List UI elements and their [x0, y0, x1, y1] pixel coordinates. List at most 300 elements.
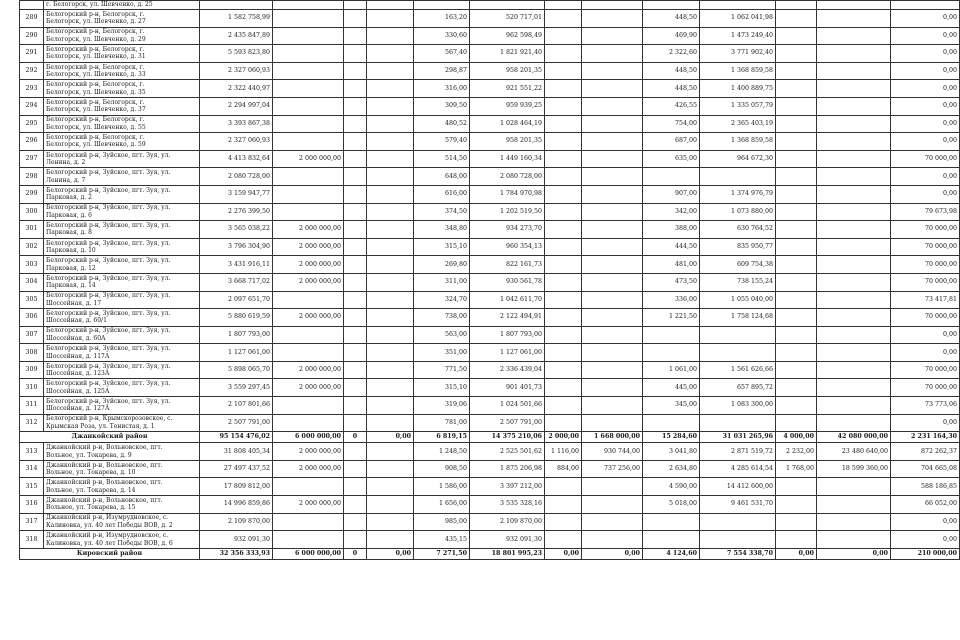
- subtotal-cell-c13: 42 080 000,00: [817, 432, 891, 443]
- address-line: Шоссейная, д. 60А: [46, 334, 106, 342]
- value-cell-c10: 2 634,80: [643, 460, 700, 478]
- value-cell-c13: [817, 221, 891, 239]
- value-cell-c13: [817, 397, 891, 415]
- subtotal-cell-total: 32 356 333,93: [200, 548, 273, 559]
- address-cell: [44, 203, 200, 221]
- value-cell-c11: 1 374 976,79: [700, 185, 776, 203]
- value-cell-c4: [344, 203, 367, 221]
- value-cell-c6: 330,60: [414, 27, 470, 45]
- address-line: Белогорский р-н, Зуйское, пгт. Зуя, ул.: [46, 151, 171, 159]
- value-cell-c14: 0,00: [891, 414, 960, 432]
- value-cell-c5: [367, 531, 414, 549]
- value-cell-c3: [273, 27, 344, 45]
- row-number: 309: [20, 361, 44, 379]
- value-cell-c9: [582, 97, 643, 115]
- row-number: 305: [20, 291, 44, 309]
- value-cell-c14: 70 000,00: [891, 238, 960, 256]
- row-number: 294: [20, 97, 44, 115]
- address-line: Вольное, ул. Токарева, д. 15: [46, 504, 136, 512]
- subtotal-cell-c5: 0,00: [367, 432, 414, 443]
- value-cell-c14: 0,00: [891, 513, 960, 531]
- value-cell-c5: [367, 443, 414, 461]
- value-cell-c14: 0,00: [891, 344, 960, 362]
- value-cell-c5: [367, 168, 414, 186]
- value-cell-c4: [344, 344, 367, 362]
- value-cell-c6: 579,40: [414, 133, 470, 151]
- value-cell-c11: 964 672,30: [700, 150, 776, 168]
- value-cell-c14: 70 000,00: [891, 273, 960, 291]
- value-cell-total: 27 497 437,52: [200, 460, 273, 478]
- subtotal-cell-c8: 2 000,00: [545, 432, 582, 443]
- value-cell-total: 1 807 793,00: [200, 326, 273, 344]
- address-cell: [44, 256, 200, 274]
- address-line: Белогорский р-н, Зуйское, пгт. Зуя, ул.: [46, 397, 171, 405]
- value-cell-c3: [273, 513, 344, 531]
- address-cell: [44, 27, 200, 45]
- value-cell-total: 2 109 870,00: [200, 513, 273, 531]
- value-cell-c8: [545, 185, 582, 203]
- value-cell-c10: [643, 531, 700, 549]
- value-cell-c8: [545, 203, 582, 221]
- table-row: [20, 45, 960, 63]
- value-cell-c4: [344, 150, 367, 168]
- value-cell-c14: 0,00: [891, 115, 960, 133]
- value-cell-c8: [545, 531, 582, 549]
- value-cell-c6: 985,00: [414, 513, 470, 531]
- value-cell-c6: 269,80: [414, 256, 470, 274]
- value-cell-c7: 2 336 439,04: [470, 361, 545, 379]
- value-cell-c13: [817, 133, 891, 151]
- table-row: [20, 115, 960, 133]
- value-cell-c9: [582, 273, 643, 291]
- value-cell-c3: 2 000 000,00: [273, 221, 344, 239]
- value-cell-c4: [344, 133, 367, 151]
- value-cell-c10: 5 018,00: [643, 496, 700, 514]
- row-number: 291: [20, 45, 44, 63]
- address-cell: [44, 379, 200, 397]
- value-cell-c5: [367, 460, 414, 478]
- value-cell-c12: [776, 168, 817, 186]
- table-row: [20, 414, 960, 432]
- address-line: Белогорский р-н, Зуйское, пгт. Зуя, ул.: [46, 362, 171, 370]
- value-cell-c9: [582, 10, 643, 28]
- value-cell-c8: [545, 256, 582, 274]
- value-cell-c11: [700, 326, 776, 344]
- subtotal-cell-c7: 18 801 995,23: [470, 548, 545, 559]
- value-cell-c3: [273, 45, 344, 63]
- value-cell-c5: [367, 326, 414, 344]
- value-cell-c12: [776, 203, 817, 221]
- value-cell-c4: [344, 80, 367, 98]
- value-cell-c10: 345,00: [643, 397, 700, 415]
- row-number: 290: [20, 27, 44, 45]
- value-cell-c5: [367, 309, 414, 327]
- repair-program-table: [19, 0, 960, 560]
- value-cell-c5: [367, 203, 414, 221]
- address-line: Шоссейная, д. 127А: [46, 405, 110, 413]
- address-line: Ленина, д. 7: [46, 176, 86, 184]
- subtotal-cell-c11: 31 031 265,96: [700, 432, 776, 443]
- value-cell-c7: 520 717,01: [470, 10, 545, 28]
- address-cell: [44, 496, 200, 514]
- value-cell-c8: [545, 478, 582, 496]
- value-cell-c7: 1 202 519,50: [470, 203, 545, 221]
- address-line: Калиновка, ул. 40 лет Победы ВОВ, д. 2: [46, 521, 173, 529]
- value-cell-c5: [367, 379, 414, 397]
- table-row: [20, 203, 960, 221]
- address-cell: [44, 97, 200, 115]
- value-cell-c3: [273, 397, 344, 415]
- address-line: Шоссейная, д. 60/1: [46, 317, 107, 325]
- value-cell-c13: [817, 256, 891, 274]
- value-cell-c13: [817, 27, 891, 45]
- value-cell-c10: 445,00: [643, 379, 700, 397]
- address-cell: [44, 344, 200, 362]
- value-cell-total: 14 996 859,86: [200, 496, 273, 514]
- value-cell-c12: [776, 513, 817, 531]
- value-cell-c11: [700, 414, 776, 432]
- subtotal-cell-c13: 0,00: [817, 548, 891, 559]
- value-cell-c5: [367, 10, 414, 28]
- value-cell-c8: [545, 344, 582, 362]
- value-cell-c14: 0,00: [891, 10, 960, 28]
- value-cell-c13: [817, 62, 891, 80]
- value-cell-c5: [367, 62, 414, 80]
- value-cell-c11: 1 561 626,66: [700, 361, 776, 379]
- value-cell-c9: [582, 27, 643, 45]
- value-cell-c12: [776, 62, 817, 80]
- value-cell-c14: 70 000,00: [891, 256, 960, 274]
- value-cell-c9: [582, 513, 643, 531]
- value-cell-c7: 1 807 793,00: [470, 326, 545, 344]
- table-row: [20, 10, 960, 28]
- subtotal-cell-c6: 6 819,15: [414, 432, 470, 443]
- value-cell-c12: [776, 133, 817, 151]
- value-cell-c3: [273, 531, 344, 549]
- value-cell-total: 1 127 061,00: [200, 344, 273, 362]
- subtotal-cell-c3: 6 000 000,00: [273, 548, 344, 559]
- value-cell-c5: [367, 397, 414, 415]
- value-cell-c11: 1 758 124,68: [700, 309, 776, 327]
- value-cell-c9: [582, 397, 643, 415]
- table-row: [20, 256, 960, 274]
- value-cell-c14: 0,00: [891, 326, 960, 344]
- value-cell-c13: [817, 45, 891, 63]
- address-line: Джанкойский р-н, Вольновское, пгт.: [46, 444, 163, 452]
- value-cell-c13: [817, 414, 891, 432]
- value-cell-c12: [776, 45, 817, 63]
- value-cell-c13: [817, 150, 891, 168]
- value-cell-c10: 754,00: [643, 115, 700, 133]
- address-line: Вольное, ул. Токарева, д. 14: [46, 486, 136, 494]
- row-number: 302: [20, 238, 44, 256]
- value-cell-total: 3 668 717,02: [200, 273, 273, 291]
- address-cell: [44, 531, 200, 549]
- value-cell-total: 2 507 791,00: [200, 414, 273, 432]
- value-cell-c4: [344, 45, 367, 63]
- value-cell-c10: [643, 513, 700, 531]
- row-number: 306: [20, 309, 44, 327]
- value-cell-c5: [367, 256, 414, 274]
- value-cell-c11: [700, 344, 776, 362]
- address-line: Белогорский р-н, Зуйское, пгт. Зуя, ул.: [46, 274, 171, 282]
- document-page: [19, 0, 957, 560]
- value-cell-c3: 2 000 000,00: [273, 443, 344, 461]
- value-cell-c7: 932 091,30: [470, 531, 545, 549]
- address-line: Белогорский р-н, Белогорск, г.: [46, 133, 145, 141]
- value-cell-c6: 1 248,50: [414, 443, 470, 461]
- value-cell-c12: [776, 379, 817, 397]
- value-cell-c6: 648,00: [414, 168, 470, 186]
- value-cell-c14: 872 262,37: [891, 443, 960, 461]
- value-cell-total: 5 898 065,70: [200, 361, 273, 379]
- row-number: 316: [20, 496, 44, 514]
- value-cell-c4: [344, 361, 367, 379]
- value-cell-c3: 2 000 000,00: [273, 150, 344, 168]
- value-cell-c3: 2 000 000,00: [273, 256, 344, 274]
- value-cell-c6: 738,00: [414, 309, 470, 327]
- value-cell-c8: [545, 168, 582, 186]
- value-cell-total: 2 294 997,04: [200, 97, 273, 115]
- value-cell-c4: [344, 10, 367, 28]
- value-cell-c6: 319,06: [414, 397, 470, 415]
- value-cell-c11: 657 895,72: [700, 379, 776, 397]
- table-row: [20, 150, 960, 168]
- value-cell-c11: 1 368 859,58: [700, 62, 776, 80]
- value-cell-c11: 9 461 531,70: [700, 496, 776, 514]
- value-cell-c11: 835 950,77: [700, 238, 776, 256]
- address-line: Парковая, д. 10: [46, 247, 96, 255]
- subtotal-cell-c3: 6 000 000,00: [273, 432, 344, 443]
- value-cell-c8: [545, 133, 582, 151]
- address-cell: [44, 221, 200, 239]
- address-cell: [44, 460, 200, 478]
- value-cell-total: 2 322 440,97: [200, 80, 273, 98]
- value-cell-c7: 1 042 611,70: [470, 291, 545, 309]
- value-cell-c8: [545, 496, 582, 514]
- address-cell: [44, 291, 200, 309]
- row-number: 297: [20, 150, 44, 168]
- value-cell-c3: [273, 97, 344, 115]
- value-cell-c6: 435,15: [414, 531, 470, 549]
- value-cell-total: 3 559 297,45: [200, 379, 273, 397]
- table-row: [20, 496, 960, 514]
- value-cell-c6: 298,87: [414, 62, 470, 80]
- value-cell-c10: 687,00: [643, 133, 700, 151]
- address-cell: [44, 238, 200, 256]
- value-cell-c10: 448,50: [643, 10, 700, 28]
- value-cell-c11: 1 400 889,75: [700, 80, 776, 98]
- value-cell-total: 2 080 728,00: [200, 168, 273, 186]
- value-cell-c14: 70 000,00: [891, 361, 960, 379]
- value-cell-c11: 1 062 041,98: [700, 10, 776, 28]
- value-cell-c10: 4 590,00: [643, 478, 700, 496]
- value-cell-c11: 609 754,38: [700, 256, 776, 274]
- value-cell-c8: [545, 27, 582, 45]
- value-cell-c14: 0,00: [891, 531, 960, 549]
- address-cell: [44, 397, 200, 415]
- address-line: Парковая, д. 8: [46, 229, 92, 237]
- address-line: Белогорский р-н, Зуйское, пгт. Зуя, ул.: [46, 204, 171, 212]
- value-cell-c8: [545, 379, 582, 397]
- row-number: 318: [20, 531, 44, 549]
- value-cell-total: 3 796 304,90: [200, 238, 273, 256]
- value-cell-c7: 930 561,78: [470, 273, 545, 291]
- value-cell-c9: [582, 256, 643, 274]
- value-cell-c5: [367, 45, 414, 63]
- subtotal-cell-c10: 4 124,60: [643, 548, 700, 559]
- value-cell-c11: 2 365 403,19: [700, 115, 776, 133]
- value-cell-c4: [344, 27, 367, 45]
- value-cell-c3: 2 000 000,00: [273, 273, 344, 291]
- value-cell-total: 4 413 832,64: [200, 150, 273, 168]
- address-line: Парковая, д. 6: [46, 211, 92, 219]
- value-cell-c12: [776, 238, 817, 256]
- table-row: [20, 397, 960, 415]
- value-cell-c12: [776, 344, 817, 362]
- value-cell-c3: [273, 344, 344, 362]
- value-cell-c11: [700, 168, 776, 186]
- address-cell: [44, 62, 200, 80]
- row-number: 293: [20, 80, 44, 98]
- address-line: Парковая, д. 12: [46, 264, 96, 272]
- value-cell-c9: [582, 496, 643, 514]
- value-cell-c9: [582, 531, 643, 549]
- address-line: Белогорский р-н, Зуйское, пгт. Зуя, ул.: [46, 345, 171, 353]
- value-cell-c6: 1 586,00: [414, 478, 470, 496]
- value-cell-c6: 309,50: [414, 97, 470, 115]
- value-cell-total: 31 808 405,34: [200, 443, 273, 461]
- value-cell-c5: [367, 133, 414, 151]
- value-cell-c5: [367, 361, 414, 379]
- value-cell-c8: [545, 291, 582, 309]
- value-cell-c5: [367, 291, 414, 309]
- address-cell: [44, 414, 200, 432]
- subtotal-cell-c4: 0: [344, 548, 367, 559]
- value-cell-c5: [367, 27, 414, 45]
- value-cell-c9: [582, 478, 643, 496]
- table-row: [20, 97, 960, 115]
- value-cell-c4: [344, 256, 367, 274]
- value-cell-c4: [344, 397, 367, 415]
- value-cell-c8: [545, 62, 582, 80]
- address-line: Парковая, д. 14: [46, 282, 96, 290]
- value-cell-c4: [344, 62, 367, 80]
- address-line: Белогорск, ул. Шевченко, д. 33: [46, 71, 146, 79]
- value-cell-c7: 2 080 728,00: [470, 168, 545, 186]
- table-row: [20, 221, 960, 239]
- value-cell-c6: 480,52: [414, 115, 470, 133]
- subtotal-cell-c12: 4 000,00: [776, 432, 817, 443]
- subtotal-cell-c10: 15 284,60: [643, 432, 700, 443]
- value-cell-total: 2 276 399,50: [200, 203, 273, 221]
- value-cell-c11: 4 285 614,54: [700, 460, 776, 478]
- value-cell-c13: [817, 496, 891, 514]
- value-cell-c7: 958 201,35: [470, 62, 545, 80]
- value-cell-c4: [344, 115, 367, 133]
- value-cell-c7: 822 161,73: [470, 256, 545, 274]
- value-cell-c8: 884,00: [545, 460, 582, 478]
- value-cell-c10: 3 041,80: [643, 443, 700, 461]
- value-cell-c11: [700, 513, 776, 531]
- value-cell-total: 3 159 947,77: [200, 185, 273, 203]
- value-cell-c6: 1 656,00: [414, 496, 470, 514]
- table-row: [20, 309, 960, 327]
- value-cell-c9: [582, 326, 643, 344]
- value-cell-c7: 2 525 501,62: [470, 443, 545, 461]
- value-cell-c14: 73 773,06: [891, 397, 960, 415]
- value-cell-c13: [817, 80, 891, 98]
- subtotal-cell-c14: 2 231 164,30: [891, 432, 960, 443]
- value-cell-total: 2 107 801,66: [200, 397, 273, 415]
- value-cell-c8: [545, 309, 582, 327]
- address-cell: [44, 513, 200, 531]
- subtotal-cell-c12: 0,00: [776, 548, 817, 559]
- value-cell-c11: 1 335 057,79: [700, 97, 776, 115]
- value-cell-c10: [643, 344, 700, 362]
- value-cell-c9: 737 256,00: [582, 460, 643, 478]
- address-line: Вольное, ул. Токарева, д. 9: [46, 451, 132, 459]
- value-cell-c4: [344, 496, 367, 514]
- value-cell-c10: 444,50: [643, 238, 700, 256]
- value-cell-c13: [817, 203, 891, 221]
- value-cell-c13: [817, 478, 891, 496]
- value-cell-c13: [817, 168, 891, 186]
- address-line: Белогорский р-н, Белогорск, г.: [46, 98, 145, 106]
- value-cell-c3: 2 000 000,00: [273, 460, 344, 478]
- address-line: Шоссейная, д. 17: [46, 299, 102, 307]
- address-line: Белогорск, ул. Шевченко, д. 35: [46, 88, 146, 96]
- value-cell-c3: [273, 326, 344, 344]
- value-cell-c10: 1 061,00: [643, 361, 700, 379]
- value-cell-c9: [582, 291, 643, 309]
- value-cell-c13: [817, 97, 891, 115]
- value-cell-c12: [776, 326, 817, 344]
- value-cell-c14: 0,00: [891, 133, 960, 151]
- value-cell-c12: [776, 496, 817, 514]
- value-cell-total: 932 091,30: [200, 531, 273, 549]
- row-number: 295: [20, 115, 44, 133]
- value-cell-c13: [817, 361, 891, 379]
- value-cell-c10: 426,55: [643, 97, 700, 115]
- value-cell-c6: 351,00: [414, 344, 470, 362]
- value-cell-c7: 2 122 494,91: [470, 309, 545, 327]
- value-cell-c4: [344, 185, 367, 203]
- value-cell-c7: 1 127 061,00: [470, 344, 545, 362]
- address-line: Белогорский р-н, Крымскорозовское, с.: [46, 415, 173, 423]
- value-cell-c10: 336,00: [643, 291, 700, 309]
- value-cell-c7: 1 449 160,34: [470, 150, 545, 168]
- address-cell: [44, 443, 200, 461]
- row-number: 317: [20, 513, 44, 531]
- value-cell-c10: [643, 414, 700, 432]
- value-cell-c5: [367, 185, 414, 203]
- address-cell: [44, 361, 200, 379]
- value-cell-total: 2 327 060,93: [200, 133, 273, 151]
- value-cell-c3: [273, 10, 344, 28]
- value-cell-c9: [582, 221, 643, 239]
- value-cell-c6: 324,70: [414, 291, 470, 309]
- value-cell-c14: 0,00: [891, 27, 960, 45]
- value-cell-c9: [582, 115, 643, 133]
- value-cell-c14: 588 186,85: [891, 478, 960, 496]
- address-line: Шоссейная, д. 117А: [46, 352, 110, 360]
- address-cell: [44, 326, 200, 344]
- value-cell-c7: 921 551,22: [470, 80, 545, 98]
- value-cell-c7: 959 939,25: [470, 97, 545, 115]
- value-cell-c13: [817, 115, 891, 133]
- value-cell-c8: [545, 273, 582, 291]
